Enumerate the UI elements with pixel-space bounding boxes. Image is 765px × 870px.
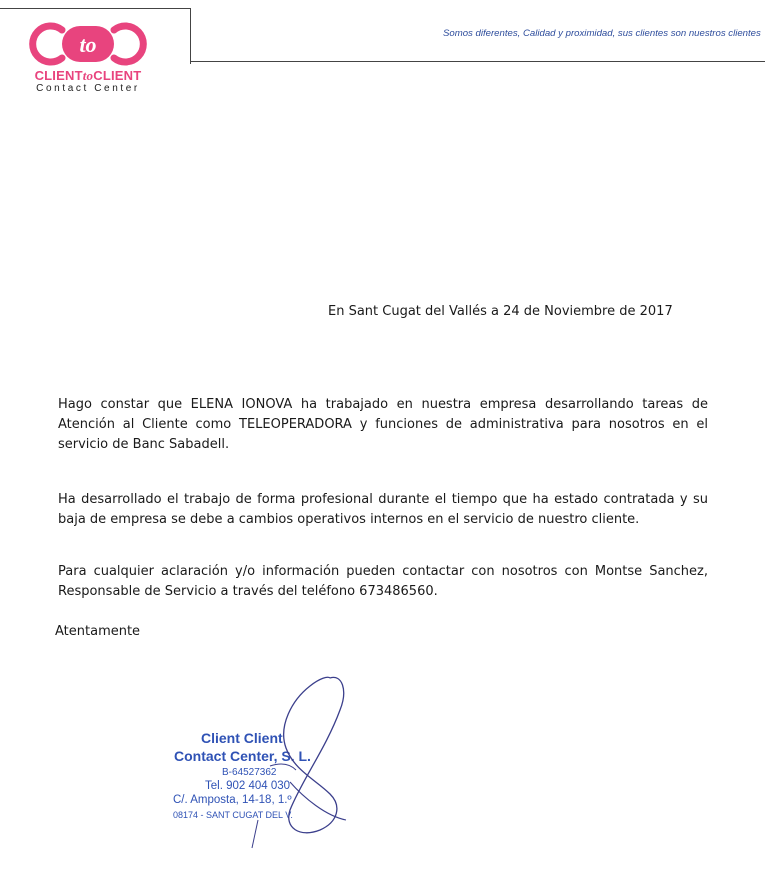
logo-badge-text: to [79, 32, 97, 57]
logo-rings-icon [18, 22, 158, 66]
header-tagline: Somos diferentes, Calidad y proximidad, sus clientes son nuestros clientes [443, 28, 761, 39]
stamp-line-name: Client Client [201, 730, 283, 746]
stamp-line-city: 08174 - SANT CUGAT DEL V. [173, 810, 293, 820]
letter-date: En Sant Cugat del Vallés a 24 de Noviembre de 2017 [328, 304, 673, 319]
stamp-line-phone: Tel. 902 404 030 [205, 780, 291, 792]
company-logo [18, 22, 158, 94]
stamp-line-address: C/. Amposta, 14-18, 1.º [173, 794, 292, 806]
logo-subtitle: Contact Center [36, 83, 140, 94]
handwritten-signature [230, 670, 370, 850]
closing-salutation: Atentamente [55, 624, 141, 639]
stamp-line-company: Contact Center, S. L. [174, 748, 311, 764]
stamp-line-tax-id: B-64527362 [222, 767, 277, 778]
paragraph-3: Para cualquier aclaración y/o información pueden contactar con nosotros con Montse Sanchez, Responsable de Servicio a través del teléfono 673486560. [58, 564, 708, 599]
logo-name: CLIENTtoCLIENT [34, 68, 142, 83]
header-rule [190, 61, 765, 62]
paragraph-2: Ha desarrollado el trabajo de forma profesional durante el tiempo que ha estado contratada y su baja de empresa se debe a cambios operativos internos en el servicio de nuestro cliente. [58, 492, 708, 527]
paragraph-1: Hago constar que ELENA IONOVA ha trabajado en nuestra empresa desarrollando tareas de Atención al Cliente como TELEOPERADORA y funciones de administrativa para nosotros en el servicio de Banc Sabadell. [58, 397, 708, 452]
